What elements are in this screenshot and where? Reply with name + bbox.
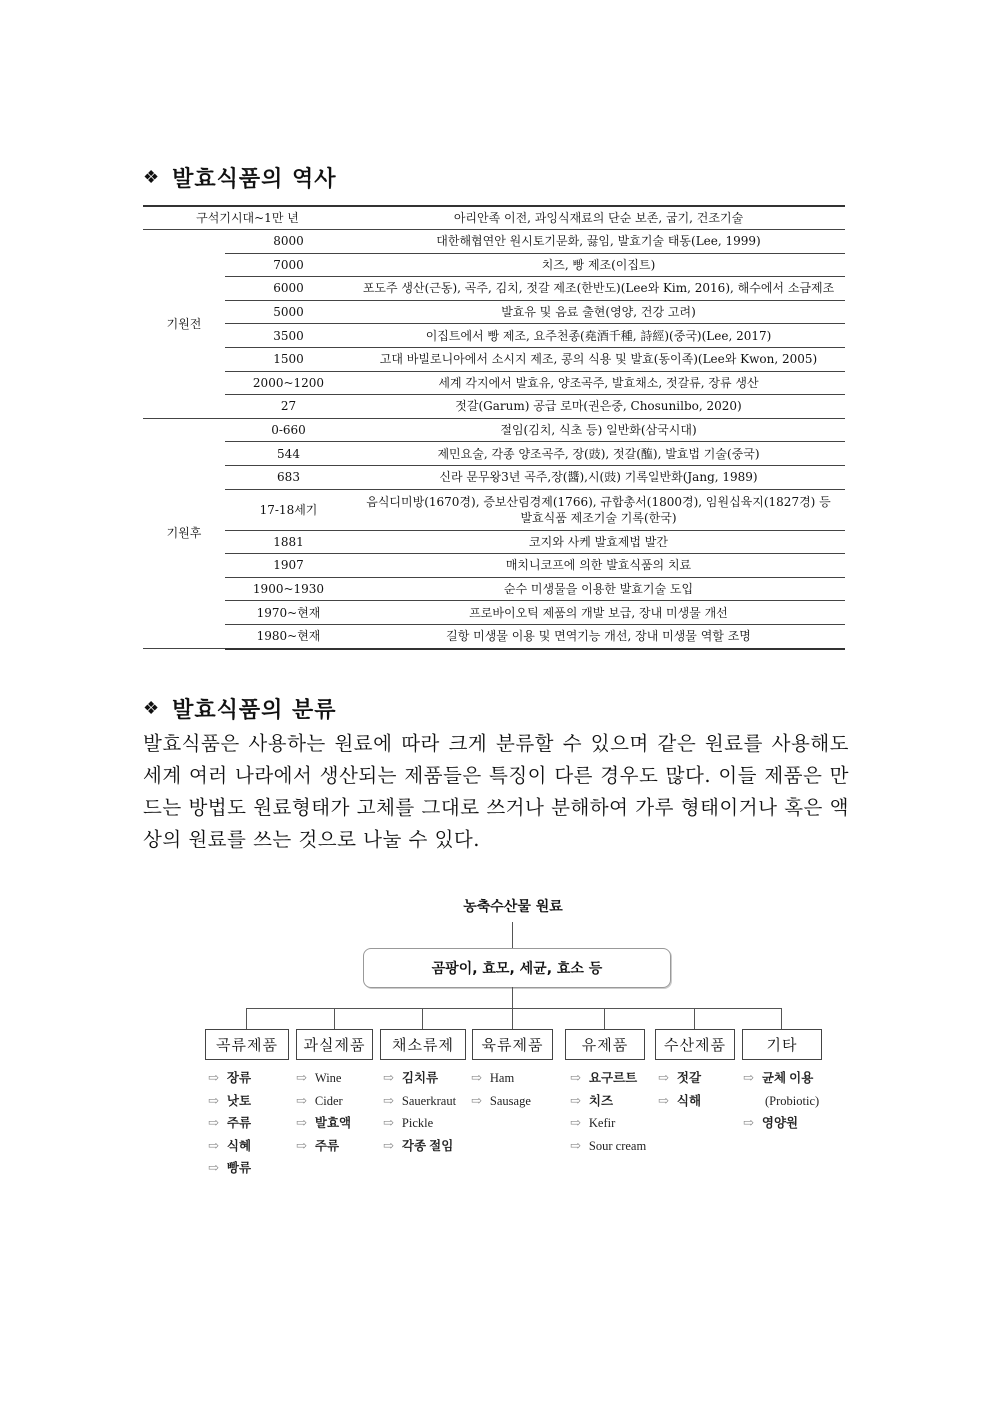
arrow-right-icon: ⇨ — [570, 1137, 581, 1153]
era-label: 기원전 — [143, 230, 225, 419]
list-item — [570, 1093, 646, 1116]
arrow-right-icon: ⇨ — [570, 1070, 581, 1085]
item-label: 각종 절임 — [401, 1138, 454, 1153]
list-item — [296, 1093, 351, 1116]
table-row — [143, 554, 845, 578]
item-label: Cider — [314, 1093, 343, 1108]
description-cell: 젓갈(Garum) 공급 로마(권은중, Chosunilbo, 2020) — [352, 395, 845, 419]
arrow-right-icon: ⇨ — [570, 1115, 581, 1130]
description-cell: 세계 각지에서 발효유, 양조곡주, 발효채소, 젓갈류, 장류 생산 — [352, 371, 845, 395]
list-item — [743, 1070, 819, 1093]
table-row — [143, 489, 845, 530]
item-label: Sauerkraut — [401, 1093, 457, 1108]
description-cell: 고대 바빌로니아에서 소시지 제조, 콩의 식용 및 발효(동이족)(Lee와 Kwon, 2005) — [352, 347, 845, 371]
diamond-bullet-icon: ❖ — [143, 167, 161, 188]
list-item — [383, 1093, 456, 1116]
category-box: 수산제품 — [655, 1029, 735, 1060]
description-cell: 순수 미생물을 이용한 발효기술 도입 — [352, 577, 845, 601]
list-item — [296, 1070, 351, 1093]
category-item-list — [208, 1070, 251, 1183]
description-cell: 발효유 및 음료 출현(영양, 건강 고려) — [352, 300, 845, 324]
year-cell: 7000 — [225, 253, 352, 277]
item-label: 영양원 — [761, 1116, 799, 1130]
description-cell: 길항 미생물 이용 및 면역기능 개선, 장내 미생물 역할 조명 — [352, 624, 845, 648]
agents-box: 곰팡이, 효모, 세균, 효소 등 — [363, 948, 671, 988]
description-cell: 프로바이오틱 제품의 개발 보급, 장내 미생물 개선 — [352, 601, 845, 625]
arrow-right-icon: ⇨ — [208, 1092, 219, 1108]
arrow-right-icon: ⇨ — [471, 1070, 482, 1085]
item-label: 발효액 — [314, 1116, 352, 1130]
connector-line — [694, 1008, 695, 1029]
list-item — [208, 1160, 251, 1183]
description-cell: 코지와 사케 발효제법 발간 — [352, 530, 845, 554]
category-item-list — [296, 1070, 351, 1160]
year-cell: 17-18세기 — [225, 489, 352, 530]
arrow-right-icon: ⇨ — [383, 1115, 394, 1130]
item-label: Wine — [314, 1071, 342, 1085]
list-item — [208, 1138, 251, 1161]
category-box: 곡류제품 — [205, 1029, 289, 1060]
list-item — [570, 1138, 646, 1161]
connector-line — [334, 1008, 335, 1029]
item-label: 낫토 — [226, 1093, 252, 1108]
category-box: 채소류제 — [380, 1029, 466, 1060]
table-row — [143, 206, 845, 230]
year-cell: 1881 — [225, 530, 352, 554]
item-label: 장류 — [226, 1071, 252, 1085]
table-row — [143, 577, 845, 601]
arrow-right-icon: ⇨ — [208, 1070, 219, 1085]
connector-line — [246, 1008, 247, 1029]
table-row — [143, 395, 845, 419]
table-row — [143, 300, 845, 324]
table-row — [143, 465, 845, 489]
year-cell: 6000 — [225, 277, 352, 301]
table-row — [143, 601, 845, 625]
arrow-right-icon: ⇨ — [383, 1092, 394, 1108]
list-item — [570, 1070, 646, 1093]
category-item-list — [570, 1070, 646, 1160]
item-label: 주류 — [314, 1138, 340, 1153]
description-cell — [352, 489, 845, 530]
year-cell: 3500 — [225, 324, 352, 348]
table-row — [143, 371, 845, 395]
description-cell: 치즈, 빵 제조(이집트) — [352, 253, 845, 277]
connector-line — [422, 1008, 423, 1029]
section-heading-history — [143, 162, 337, 193]
arrow-right-icon: ⇨ — [383, 1070, 394, 1085]
list-item — [658, 1093, 701, 1116]
table-row — [143, 624, 845, 648]
year-cell: 1980~현재 — [225, 624, 352, 648]
category-box: 기타 — [742, 1029, 822, 1060]
item-label: Ham — [489, 1071, 515, 1085]
year-cell: 2000~1200 — [225, 371, 352, 395]
description-cell: 이집트에서 빵 제조, 요주천종(堯酒千種, 詩經)(중국)(Lee, 2017) — [352, 324, 845, 348]
arrow-right-icon: ⇨ — [658, 1070, 669, 1085]
list-item — [208, 1070, 251, 1093]
arrow-right-icon: ⇨ — [658, 1092, 669, 1108]
classification-paragraph: 발효식품은 사용하는 원료에 따라 크게 분류할 수 있으며 같은 원료를 사용해도 세계 여러 나라에서 생산되는 제품들은 특징이 다른 경우도 많다. 이들 제품은 만드는 방법도 원료형태가 고체를 그대로 쓰거나 분해하여 가루 형태이거나 혹은 액상의 원료를 쓰는 것으로 나눌 수 있다. — [143, 732, 849, 851]
connector-line — [512, 1008, 513, 1029]
list-item — [570, 1115, 646, 1138]
item-label: 젓갈 — [676, 1071, 702, 1085]
list-item — [658, 1070, 701, 1093]
item-label: 빵류 — [226, 1161, 252, 1175]
list-item — [471, 1093, 531, 1116]
item-label: Sausage — [489, 1093, 531, 1108]
list-item — [208, 1093, 251, 1116]
list-item — [296, 1138, 351, 1161]
table-row — [143, 253, 845, 277]
arrow-right-icon: ⇨ — [296, 1070, 307, 1085]
table-row — [143, 418, 845, 442]
category-box: 육류제품 — [472, 1029, 553, 1060]
year-cell: 1500 — [225, 347, 352, 371]
item-label: Pickle — [401, 1116, 434, 1130]
list-item — [743, 1093, 819, 1116]
item-label: 주류 — [226, 1116, 252, 1130]
list-item — [471, 1070, 531, 1093]
section-title: 발효식품의 역사 — [172, 166, 337, 192]
history-table — [143, 205, 845, 650]
description-line: 발효식품 제조기술 기록(한국) — [520, 510, 677, 525]
year-cell: 0-660 — [225, 418, 352, 442]
list-item — [383, 1115, 456, 1138]
section-title: 발효식품의 분류 — [172, 697, 337, 723]
header-desc: 아리안족 이전, 과잉식재료의 단순 보존, 굽기, 건조기술 — [352, 206, 845, 230]
arrow-right-icon: ⇨ — [570, 1092, 581, 1108]
table-row — [143, 442, 845, 466]
category-box: 과실제품 — [296, 1029, 373, 1060]
connector-line — [604, 1008, 605, 1029]
category-item-list — [658, 1070, 701, 1115]
year-cell: 1970~현재 — [225, 601, 352, 625]
description-cell: 절임(김치, 식초 등) 일반화(삼국시대) — [352, 418, 845, 442]
table-row — [143, 277, 845, 301]
year-cell: 683 — [225, 465, 352, 489]
category-box: 유제품 — [565, 1029, 645, 1060]
item-label: 식혜 — [226, 1138, 252, 1153]
category-item-list — [383, 1070, 456, 1160]
description-cell: 대한해협연안 원시토기문화, 끓임, 발효기술 태동(Lee, 1999) — [352, 230, 845, 254]
item-label: (Probiotic) — [765, 1093, 820, 1108]
connector-line — [512, 987, 513, 1008]
item-label: 김치류 — [401, 1071, 439, 1085]
description-cell: 매치니코프에 의한 발효식품의 치료 — [352, 554, 845, 578]
list-item — [383, 1070, 456, 1093]
description-cell: 제민요술, 각종 양조곡주, 장(豉), 젓갈(醢), 발효법 기술(중국) — [352, 442, 845, 466]
list-item — [743, 1115, 819, 1138]
year-cell: 1900~1930 — [225, 577, 352, 601]
header-era: 구석기시대~1만 년 — [143, 206, 352, 230]
list-item — [383, 1138, 456, 1161]
year-cell: 27 — [225, 395, 352, 419]
arrow-right-icon: ⇨ — [743, 1115, 754, 1130]
connector-line — [781, 1008, 782, 1029]
year-cell: 8000 — [225, 230, 352, 254]
arrow-right-icon: ⇨ — [296, 1137, 307, 1153]
diamond-bullet-icon: ❖ — [143, 698, 161, 719]
year-cell: 1907 — [225, 554, 352, 578]
item-label: Kefir — [588, 1116, 616, 1130]
category-item-list — [743, 1070, 819, 1138]
description-line: 음식디미방(1670경), 증보산림경제(1766), 규합총서(1800경), 임원십육지(1827경) 등 — [366, 494, 831, 509]
item-label: 식해 — [676, 1093, 702, 1108]
arrow-right-icon: ⇨ — [296, 1115, 307, 1130]
arrow-right-icon: ⇨ — [208, 1115, 219, 1130]
table-row — [143, 230, 845, 254]
era-label: 기원후 — [143, 418, 225, 648]
year-cell: 5000 — [225, 300, 352, 324]
section-heading-classification — [143, 693, 337, 724]
diagram-root-label: 농축수산물 원료 — [463, 899, 563, 915]
arrow-right-icon: ⇨ — [471, 1092, 482, 1108]
arrow-right-icon: ⇨ — [743, 1070, 754, 1085]
table-row — [143, 347, 845, 371]
arrow-right-icon: ⇨ — [296, 1092, 307, 1108]
list-item — [208, 1115, 251, 1138]
list-item — [296, 1115, 351, 1138]
item-label: 요구르트 — [588, 1071, 638, 1085]
item-label: Sour cream — [588, 1138, 647, 1153]
table-row — [143, 530, 845, 554]
item-label: 균체 이용 — [761, 1071, 814, 1085]
description-cell: 포도주 생산(근동), 곡주, 김치, 젓갈 제조(한반도)(Lee와 Kim, 2016), 해수에서 소금제조 — [352, 277, 845, 301]
arrow-right-icon: ⇨ — [208, 1137, 219, 1153]
year-cell: 544 — [225, 442, 352, 466]
item-label: 치즈 — [588, 1093, 614, 1108]
table-row — [143, 324, 845, 348]
category-item-list — [471, 1070, 531, 1115]
arrow-right-icon: ⇨ — [208, 1160, 219, 1175]
connector-line — [246, 1008, 781, 1009]
arrow-right-icon: ⇨ — [383, 1137, 394, 1153]
connector-line — [512, 922, 513, 948]
description-cell: 신라 문무왕3년 곡주,장(醬),시(豉) 기록일반화(Jang, 1989) — [352, 465, 845, 489]
